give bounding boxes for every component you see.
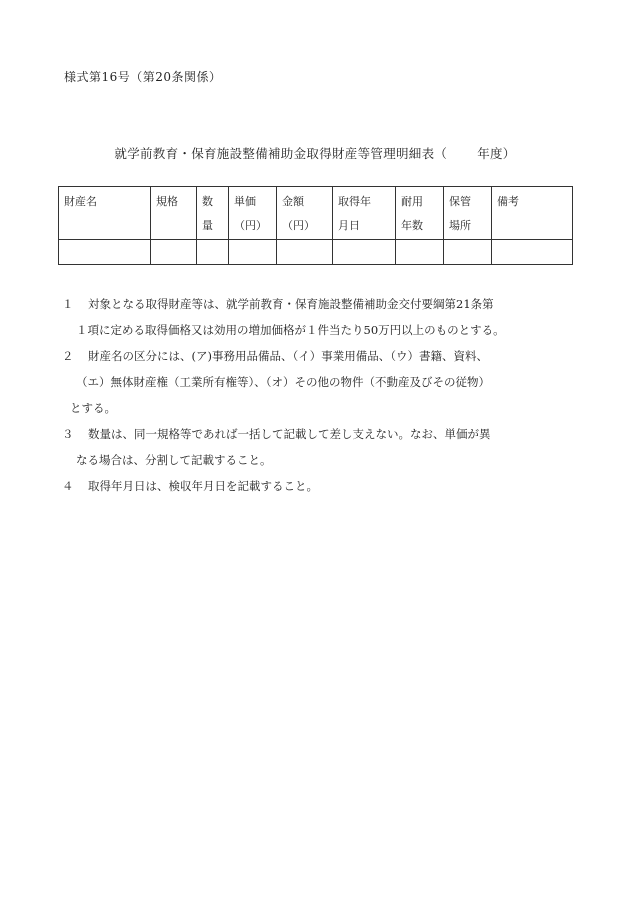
table-cell: [229, 240, 277, 265]
header-line: 保管: [449, 195, 471, 208]
table-cell: [59, 240, 151, 265]
header-quantity: [197, 187, 229, 240]
notes-section: [58, 291, 588, 499]
note-number: ２: [62, 349, 74, 363]
note-line: 数量は、同一規格等であれば一括して記載して差し支えない。なお、単価が異: [88, 427, 491, 441]
table-cell: [277, 240, 333, 265]
header-line: 規格: [156, 195, 178, 208]
note-item: [58, 343, 588, 421]
header-line: 量: [202, 219, 213, 232]
page-title: [0, 144, 630, 162]
note-line: 財産名の区分には、(ア)事務用品備品、（イ）事業用備品、（ウ）書籍、資料、: [88, 349, 488, 363]
note-line: とする。: [70, 401, 116, 415]
header-storage-location: [444, 187, 492, 240]
title-suffix: 年度）: [477, 146, 516, 161]
note-line: 対象となる取得財産等は、就学前教育・保育施設整備補助金交付要綱第21条第: [88, 297, 494, 311]
table-cell: [197, 240, 229, 265]
header-unit-price: [229, 187, 277, 240]
header-useful-life: [396, 187, 444, 240]
header-acquisition-date: [333, 187, 396, 240]
header-amount: [277, 187, 333, 240]
note-line: （エ）無体財産権（工業所有権等）、（オ）その他の物件（不動産及びその従物）: [76, 375, 490, 389]
header-line: 年数: [401, 219, 423, 232]
header-line: 備考: [497, 195, 519, 208]
note-item: [58, 473, 588, 499]
header-line: 月日: [338, 219, 360, 232]
header-line: 取得年: [338, 195, 371, 208]
table-cell: [396, 240, 444, 265]
header-specification: [151, 187, 197, 240]
form-number: 様式第16号（第20条関係）: [64, 70, 222, 84]
note-line: なる場合は、分割して記載すること。: [76, 453, 272, 467]
note-item: [58, 291, 588, 343]
header-line: 財産名: [64, 195, 97, 208]
note-line: １項に定める取得価格又は効用の増加価格が１件当たり50万円以上のものとする。: [76, 323, 505, 337]
header-line: 金額: [282, 195, 304, 208]
header-line: 耐用: [401, 195, 423, 208]
note-number: ３: [62, 427, 74, 441]
title-main: 就学前教育・保育施設整備補助金取得財産等管理明細表（: [114, 146, 448, 161]
header-property-name: [59, 187, 151, 240]
header-line: （円）: [282, 219, 315, 232]
header-line: 数: [202, 195, 213, 208]
header-line: 単価: [234, 195, 256, 208]
table-row: [59, 240, 573, 265]
note-number: ４: [62, 479, 74, 493]
table-cell: [333, 240, 396, 265]
header-line: （円）: [234, 219, 267, 232]
table-cell: [444, 240, 492, 265]
header-remarks: [492, 187, 573, 240]
note-item: [58, 421, 588, 473]
table-cell: [492, 240, 573, 265]
header-line: 場所: [449, 219, 471, 232]
note-number: １: [62, 297, 74, 311]
table-header-row: [59, 187, 573, 240]
note-line: 取得年月日は、検収年月日を記載すること。: [88, 479, 318, 493]
table-cell: [151, 240, 197, 265]
property-ledger-table: [58, 186, 573, 265]
